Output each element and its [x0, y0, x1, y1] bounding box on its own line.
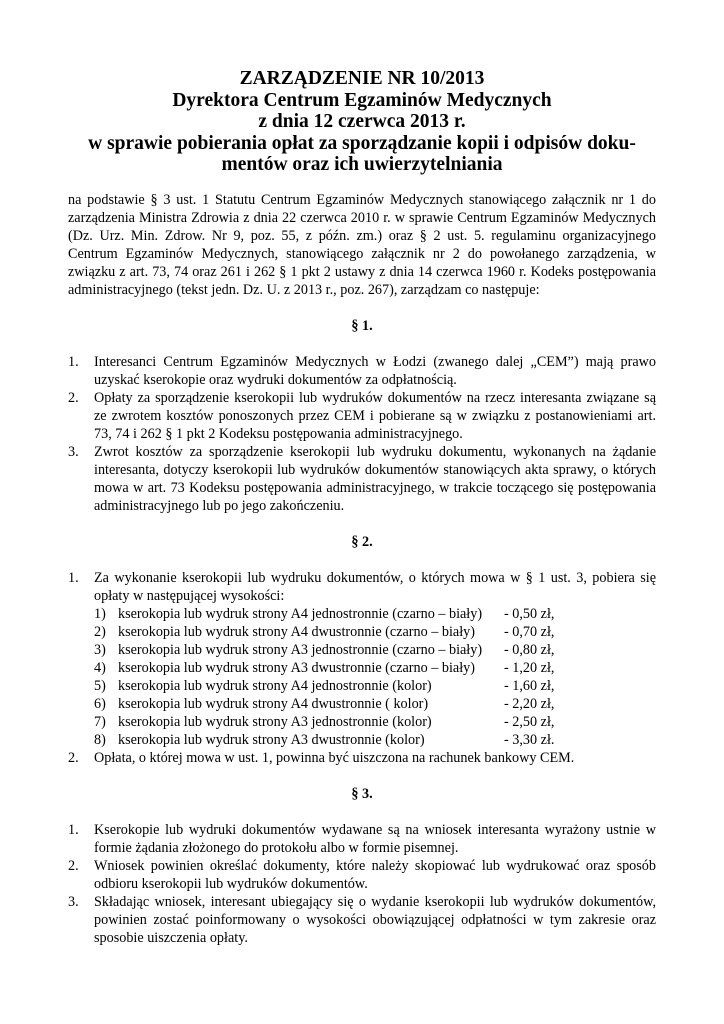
- list-item: [68, 821, 656, 857]
- fee-price: - 2,20 zł,: [504, 695, 555, 712]
- fee-row: [94, 713, 656, 731]
- fee-list: [94, 605, 656, 749]
- fee-number: 8): [94, 731, 106, 748]
- fee-number: 2): [94, 623, 106, 640]
- fee-number: 1): [94, 605, 106, 622]
- title-line-1: ZARZĄDZENIE NR 10/2013: [239, 68, 485, 89]
- list-item: [68, 443, 656, 515]
- list-item: [68, 857, 656, 893]
- title-line-2: Dyrektora Centrum Egzaminów Medycznych: [172, 89, 552, 111]
- item-text: Zwrot kosztów za sporządzenie kserokopii lub wydruku dokumentu, wykonanych na żądanie interesanta, dotyczy kserokopii lub wydruków dokumentów stanowiących akta sprawy, o których mowa w art. 73 Kodeksu postępowania administracyjnego, w trakcie toczącego się postępowania administracyjnego lub po jego zakończeniu.: [94, 443, 656, 514]
- fee-description: kserokopia lub wydruk strony A4 jednostronnie (czarno – biały): [118, 605, 483, 622]
- fee-row: [94, 659, 656, 677]
- fee-price: - 3,30 zł.: [504, 731, 555, 748]
- item-number: 2.: [68, 857, 79, 874]
- list-item: [68, 569, 656, 749]
- fee-description: kserokopia lub wydruk strony A3 dwustronnie (kolor): [118, 731, 425, 748]
- item-number: 1.: [68, 353, 79, 370]
- list-item: [68, 353, 656, 389]
- item-number: 3.: [68, 443, 79, 460]
- fee-description: kserokopia lub wydruk strony A3 dwustronnie (czarno – biały): [118, 659, 475, 676]
- fee-number: 6): [94, 695, 106, 712]
- fee-description: kserokopia lub wydruk strony A4 dwustronnie (czarno – biały): [118, 623, 475, 640]
- preamble: na podstawie § 3 ust. 1 Statutu Centrum Egzaminów Medycznych stanowiącego załącznik nr 1 do zarządzenia Ministra Zdrowia z dnia 22 czerwca 2010 r. w sprawie Centrum Egzaminów Medycznych (Dz. Urz. Min. Zdrow. Nr 9, poz. 55, z późn. zm.) oraz § 2 ust. 5. regulaminu organizacyjnego Centrum Egzaminów Medycznych, stanowiącego załącznik nr 2 do powołanego zarządzenia, w związku z art. 73, 74 oraz 261 i 262 § 1 pkt 2 ustawy z dnia 14 czerwca 1960 r. Kodeks postępowania administracyjnego (tekst jedn. Dz. U. z 2013 r., poz. 267), zarządzam co następuje:: [68, 191, 656, 298]
- document-title: [68, 68, 656, 176]
- fee-description: kserokopia lub wydruk strony A4 jednostronnie (kolor): [118, 677, 432, 694]
- list-item: [68, 389, 656, 443]
- item-number: 2.: [68, 389, 79, 406]
- item-text: Kserokopie lub wydruki dokumentów wydawane są na wniosek interesanta wyrażony ustnie w formie żądania złożonego do protokołu albo w formie pisemnej.: [94, 821, 656, 856]
- document-page: [68, 68, 656, 947]
- title-line-4: w sprawie pobierania opłat za sporządzanie kopii i odpisów doku-: [88, 132, 636, 154]
- fee-number: 5): [94, 677, 106, 694]
- item-number: 3.: [68, 893, 79, 910]
- section-1-list: [68, 353, 656, 515]
- fee-row: [94, 695, 656, 713]
- section-2-heading: § 2.: [351, 533, 373, 550]
- fee-row: [94, 641, 656, 659]
- fee-number: 3): [94, 641, 106, 658]
- item-text: Składając wniosek, interesant ubiegający się o wydanie kserokopii lub wydruków dokumentów, powinien zostać poinformowany o wysokości obowiązującej odpłatności w tym zakresie oraz sposobie uiszczenia opłaty.: [94, 893, 656, 946]
- fee-price: - 0,50 zł,: [504, 605, 555, 622]
- item-text: Opłata, o której mowa w ust. 1, powinna być uiszczona na rachunek bankowy CEM.: [94, 749, 575, 766]
- fee-row: [94, 605, 656, 623]
- item-text: Wniosek powinien określać dokumenty, które należy skopiować lub wydrukować oraz sposób odbioru kserokopii lub wydruków dokumentów.: [94, 857, 656, 892]
- fee-row: [94, 731, 656, 749]
- fee-row: [94, 677, 656, 695]
- item-text: Opłaty za sporządzenie kserokopii lub wydruków dokumentów na rzecz interesanta związane są ze zwrotem kosztów ponoszonych przez CEM i pobierane są w związku z postanowieniami art. 73, 74 i 262 § 1 pkt 2 Kodeksu postępowania administracyjnego.: [94, 389, 656, 442]
- fee-description: kserokopia lub wydruk strony A3 jednostronnie (czarno – biały): [118, 641, 483, 658]
- section-2-list: [68, 569, 656, 767]
- section-3-list: [68, 821, 656, 947]
- list-item: [68, 893, 656, 947]
- item-text: Interesanci Centrum Egzaminów Medycznych w Łodzi (zwanego dalej „CEM”) mają prawo uzyskać kserokopie oraz wydruki dokumentów za odpłatnością.: [94, 353, 656, 388]
- fee-price: - 0,70 zł,: [504, 623, 555, 640]
- title-line-3: z dnia 12 czerwca 2013 r.: [258, 111, 466, 132]
- fee-row: [94, 623, 656, 641]
- list-item: [68, 749, 656, 767]
- fee-number: 7): [94, 713, 106, 730]
- title-line-5: mentów oraz ich uwierzytelniania: [221, 154, 503, 175]
- fee-number: 4): [94, 659, 106, 676]
- item-number: 1.: [68, 569, 79, 586]
- fee-price: - 1,20 zł,: [504, 659, 555, 676]
- section-3-heading: § 3.: [351, 785, 373, 802]
- item-text: Za wykonanie kserokopii lub wydruku dokumentów, o których mowa w § 1 ust. 3, pobiera się opłaty w następującej wysokości:: [94, 569, 656, 604]
- fee-price: - 2,50 zł,: [504, 713, 555, 730]
- item-number: 1.: [68, 821, 79, 838]
- section-1-heading: § 1.: [351, 317, 373, 334]
- fee-price: - 0,80 zł,: [504, 641, 555, 658]
- item-number: 2.: [68, 749, 79, 766]
- fee-price: - 1,60 zł,: [504, 677, 555, 694]
- fee-description: kserokopia lub wydruk strony A4 dwustronnie ( kolor): [118, 695, 429, 712]
- fee-description: kserokopia lub wydruk strony A3 jednostronnie (kolor): [118, 713, 432, 730]
